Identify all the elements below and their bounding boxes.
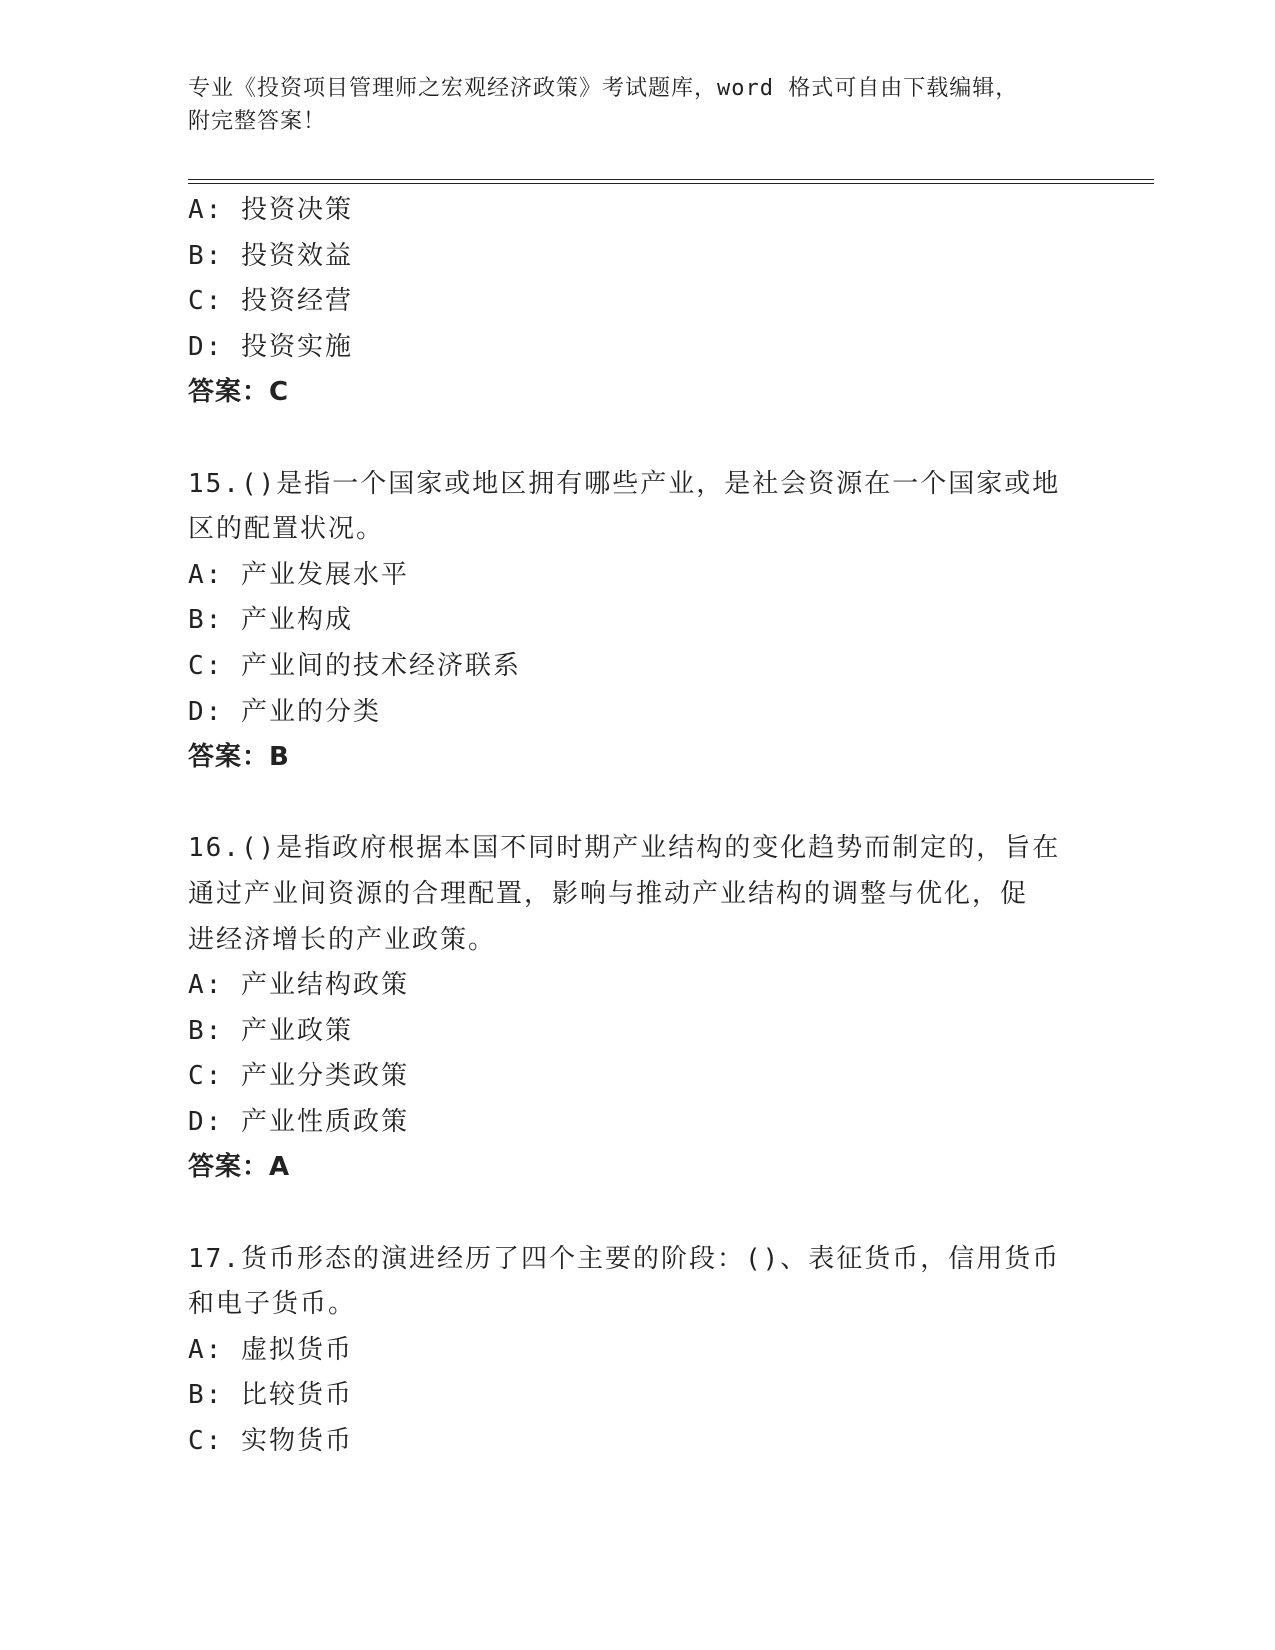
header-rule-bottom bbox=[188, 183, 1154, 184]
option-b: B: 比较货币 bbox=[188, 1380, 353, 1411]
option-b: B: 产业构成 bbox=[188, 605, 353, 636]
answer: 答案：C bbox=[188, 377, 290, 408]
option-c: C: 投资经营 bbox=[188, 286, 353, 317]
header-line-2: 附完整答案！ bbox=[188, 109, 327, 134]
option-c: C: 产业分类政策 bbox=[188, 1061, 409, 1092]
question-text: 和电子货币。 bbox=[188, 1289, 357, 1320]
question-text: 进经济增长的产业政策。 bbox=[188, 924, 497, 955]
question-text: 17.货币形态的演进经历了四个主要的阶段：()、表征货币，信用货币 bbox=[188, 1243, 1061, 1274]
option-a: A: 产业结构政策 bbox=[188, 970, 409, 1001]
document-header bbox=[188, 72, 1088, 138]
option-c: C: 产业间的技术经济联系 bbox=[188, 650, 521, 681]
question-text: 通过产业间资源的合理配置，影响与推动产业结构的调整与优化，促 bbox=[188, 878, 1029, 909]
question-text: 区的配置状况。 bbox=[188, 514, 385, 545]
option-d: D: 产业性质政策 bbox=[188, 1106, 409, 1137]
question-list bbox=[188, 188, 1088, 1465]
option-b: B: 产业政策 bbox=[188, 1015, 353, 1046]
question-text: 15.()是指一个国家或地区拥有哪些产业，是社会资源在一个国家或地 bbox=[188, 468, 1061, 499]
question-text: 16.()是指政府根据本国不同时期产业结构的变化趋势而制定的，旨在 bbox=[188, 833, 1061, 864]
option-c: C: 实物货币 bbox=[188, 1426, 353, 1457]
answer: 答案：A bbox=[188, 1152, 291, 1183]
option-a: A: 投资决策 bbox=[188, 195, 353, 225]
option-b: B: 投资效益 bbox=[188, 240, 353, 271]
option-a: A: 虚拟货币 bbox=[188, 1334, 353, 1365]
header-rule-top bbox=[188, 179, 1154, 180]
option-d: D: 产业的分类 bbox=[188, 696, 381, 727]
answer: 答案：B bbox=[188, 742, 290, 773]
option-a: A: 产业发展水平 bbox=[188, 559, 409, 590]
option-d: D: 投资实施 bbox=[188, 331, 353, 362]
header-line-1: 专业《投资项目管理师之宏观经济政策》考试题库，word 格式可自由下载编辑， bbox=[188, 76, 1019, 101]
